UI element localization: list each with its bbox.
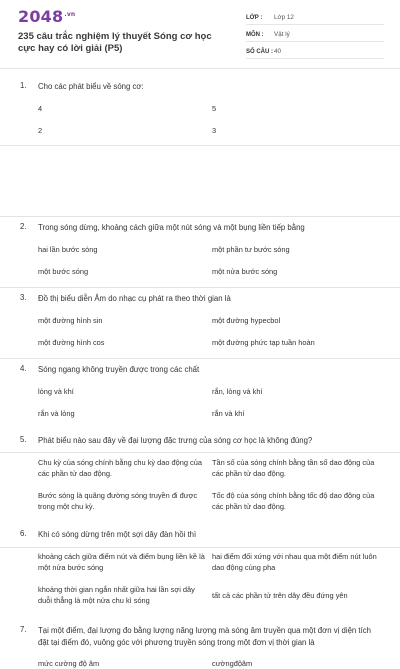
logo-subtext: .vn xyxy=(64,10,76,18)
answer-option[interactable]: một đường hypecbol xyxy=(212,316,281,325)
quiz-title: 235 câu trắc nghiệm lý thuyết Sóng cơ học cực hay có lời giải (P5) xyxy=(18,31,212,54)
divider xyxy=(0,145,400,146)
meta-count xyxy=(246,45,384,59)
meta-value: Lớp 12 xyxy=(274,14,294,21)
divider xyxy=(0,452,400,453)
question-number: 4. xyxy=(20,364,27,373)
answer-option[interactable]: tất cả các phần tử trên dây đều đứng yên xyxy=(212,591,348,600)
question-text: Cho các phát biểu về sóng cơ: xyxy=(38,82,144,91)
answer-option[interactable]: một nửa bước sóng xyxy=(212,267,278,276)
answer-option[interactable]: một đường phức tạp tuần hoàn xyxy=(212,338,315,347)
answer-option[interactable]: 3 xyxy=(212,126,217,135)
site-logo[interactable] xyxy=(18,7,75,26)
meta-value: Vật lý xyxy=(274,31,290,38)
answer-option[interactable]: một đường hình sin xyxy=(38,316,103,325)
divider xyxy=(0,547,400,548)
answer-option[interactable]: hai lần bước sóng xyxy=(38,245,98,254)
question-text: Đồ thị biểu diễn Âm do nhạc cụ phát ra theo thời gian là xyxy=(38,294,231,303)
answer-option[interactable]: Chu kỳ của sóng chính bằng chu kỳ dao động của các phần tử dao động. xyxy=(38,458,202,478)
meta-label: SỐ CÂU : xyxy=(246,48,273,55)
answer-option[interactable]: cườngđộâm xyxy=(212,659,253,668)
answer-option[interactable]: 2 xyxy=(38,126,43,135)
question-text: Khi có sóng dừng trên một sợi dây đàn hồi thì xyxy=(38,530,197,539)
meta-subject xyxy=(246,28,384,42)
answer-option[interactable]: 5 xyxy=(212,104,217,113)
answer-option[interactable]: hai điểm đối xứng với nhau qua một điểm nút luôn dao động cùng pha xyxy=(212,552,377,572)
question-text: Phát biểu nào sau đây về đại lượng đặc trưng của sóng cơ học là không đúng? xyxy=(38,436,313,445)
answer-option[interactable]: rắn và lỏng xyxy=(38,409,75,418)
meta-grade xyxy=(246,11,384,25)
question-number: 3. xyxy=(20,293,27,302)
answer-option[interactable]: khoảng cách giữa điểm nút và điểm bụng liền kề là một nửa bước sóng xyxy=(38,552,205,572)
question-text: Tại một điểm, đại lượng đo bằng lượng năng lượng mà sóng âm truyền qua một đơn vị diện tích đặt tại điểm đó, vuông góc với phương truyền sóng trong một đơn vị thời gian là xyxy=(38,626,372,647)
answer-option[interactable]: rắn và khí xyxy=(212,409,245,418)
quiz-meta xyxy=(246,11,384,62)
question-text: Sóng ngang không truyền được trong các chất xyxy=(38,365,200,374)
answer-option[interactable]: rắn, lỏng và khí xyxy=(212,387,263,396)
answer-option[interactable]: một đường hình cos xyxy=(38,338,105,347)
question-number: 1. xyxy=(20,81,27,90)
question-number: 6. xyxy=(20,529,27,538)
divider xyxy=(0,216,400,217)
logo-text: 2048 xyxy=(18,7,64,26)
question-text: Trong sóng dừng, khoảng cách giữa một nút sóng và một bụng liền tiếp bằng xyxy=(38,223,305,232)
answer-option[interactable]: một phần tư bước sóng xyxy=(212,245,290,254)
meta-value: 40 xyxy=(274,48,282,55)
question-number: 5. xyxy=(20,435,27,444)
answer-option[interactable]: Bước sóng là quãng đường sóng truyền đi được trong một chu kỳ. xyxy=(38,491,198,511)
answer-option[interactable]: mức cường độ âm xyxy=(38,659,100,668)
divider xyxy=(0,358,400,359)
question-number: 2. xyxy=(20,222,27,231)
meta-label: LỚP : xyxy=(246,14,263,21)
answer-option[interactable]: lỏng và khí xyxy=(38,387,74,396)
divider xyxy=(0,287,400,288)
answer-option[interactable]: khoảng thời gian ngắn nhất giữa hai lần sợi dây duỗi thẳng là một nửa chu kì sóng xyxy=(38,585,195,605)
answer-option[interactable]: Tần số của sóng chính bằng tần số dao động của các phần tử dao động. xyxy=(212,458,375,478)
meta-label: MÔN : xyxy=(246,31,264,38)
question-number: 7. xyxy=(20,625,27,634)
page-header xyxy=(0,0,400,69)
answer-option[interactable]: 4 xyxy=(38,104,43,113)
answer-option[interactable]: Tốc độ của sóng chính bằng tốc độ dao động của các phần tử dao động. xyxy=(212,491,375,511)
answer-option[interactable]: một bước sóng xyxy=(38,267,89,276)
